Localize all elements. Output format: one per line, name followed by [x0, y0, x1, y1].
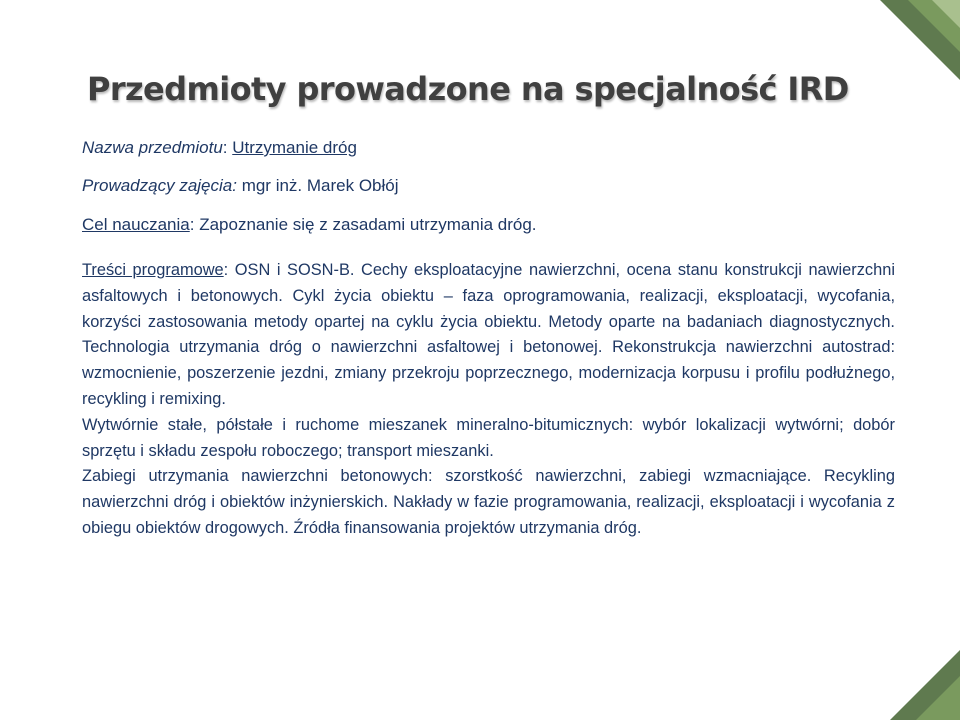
subject-value: Utrzymanie dróg: [232, 138, 357, 157]
lecturer-label: Prowadzący zajęcia:: [82, 176, 237, 195]
content-paragraph-2: Wytwórnie stałe, półstałe i ruchome mieszanek mineralno-bitumicznych: wybór lokalizacji wytwórni; dobór sprzętu i składu zespołu roboczego; transport mieszanki.: [82, 415, 895, 460]
lecturer-value: mgr inż. Marek Obłój: [236, 176, 399, 195]
content-label: Treści programowe: [82, 261, 224, 279]
corner-decoration-top-right: [880, 0, 960, 80]
subject-label: Nazwa przedmiotu: [82, 138, 223, 157]
goal-value: : Zapoznanie się z zasadami utrzymania dróg.: [189, 215, 537, 234]
lecturer-line: [82, 176, 399, 196]
subject-separator: :: [222, 138, 233, 157]
content-text-1: : OSN i SOSN-B. Cechy eksploatacyjne nawierzchni, ocena stanu konstrukcji nawierzchni asfaltowych i betonowych. Cykl życia obiektu – faza oprogramowania, realizacji, eksploatacji, wycofania, korzyści zastosowania metody opartej na cyklu życia obiektu. Metody oparte na badaniach diagnostycznych. Technologia utrzymania dróg o nawierzchni asfaltowej i betonowej. Rekonstrukcja nawierzchni autostrad: wzmocnienie, poszerzenie jezdni, zmiany przekroju poprzecznego, modernizacja korpusu i profilu podłużnego, recykling i remixing.: [82, 261, 895, 408]
goal-line: [82, 215, 537, 235]
corner-decoration-bottom-right: [890, 650, 960, 720]
goal-label: Cel nauczania: [82, 215, 190, 234]
content-paragraph-1: [82, 258, 895, 413]
subject-line: [82, 138, 357, 158]
content-paragraph-3: Zabiegi utrzymania nawierzchni betonowych: szorstkość nawierzchni, zabiegi wzmacniające. Recykling nawierzchni dróg i obiektów inżynierskich. Nakłady w fazie programowania, realizacji, eksploatacji i wycofania z obiegu obiektów drogowych. Źródła finansowania projektów utrzymania dróg.: [82, 467, 895, 537]
program-content: [82, 258, 895, 542]
slide-title: Przedmioty prowadzone na specjalność IRD: [87, 70, 849, 108]
